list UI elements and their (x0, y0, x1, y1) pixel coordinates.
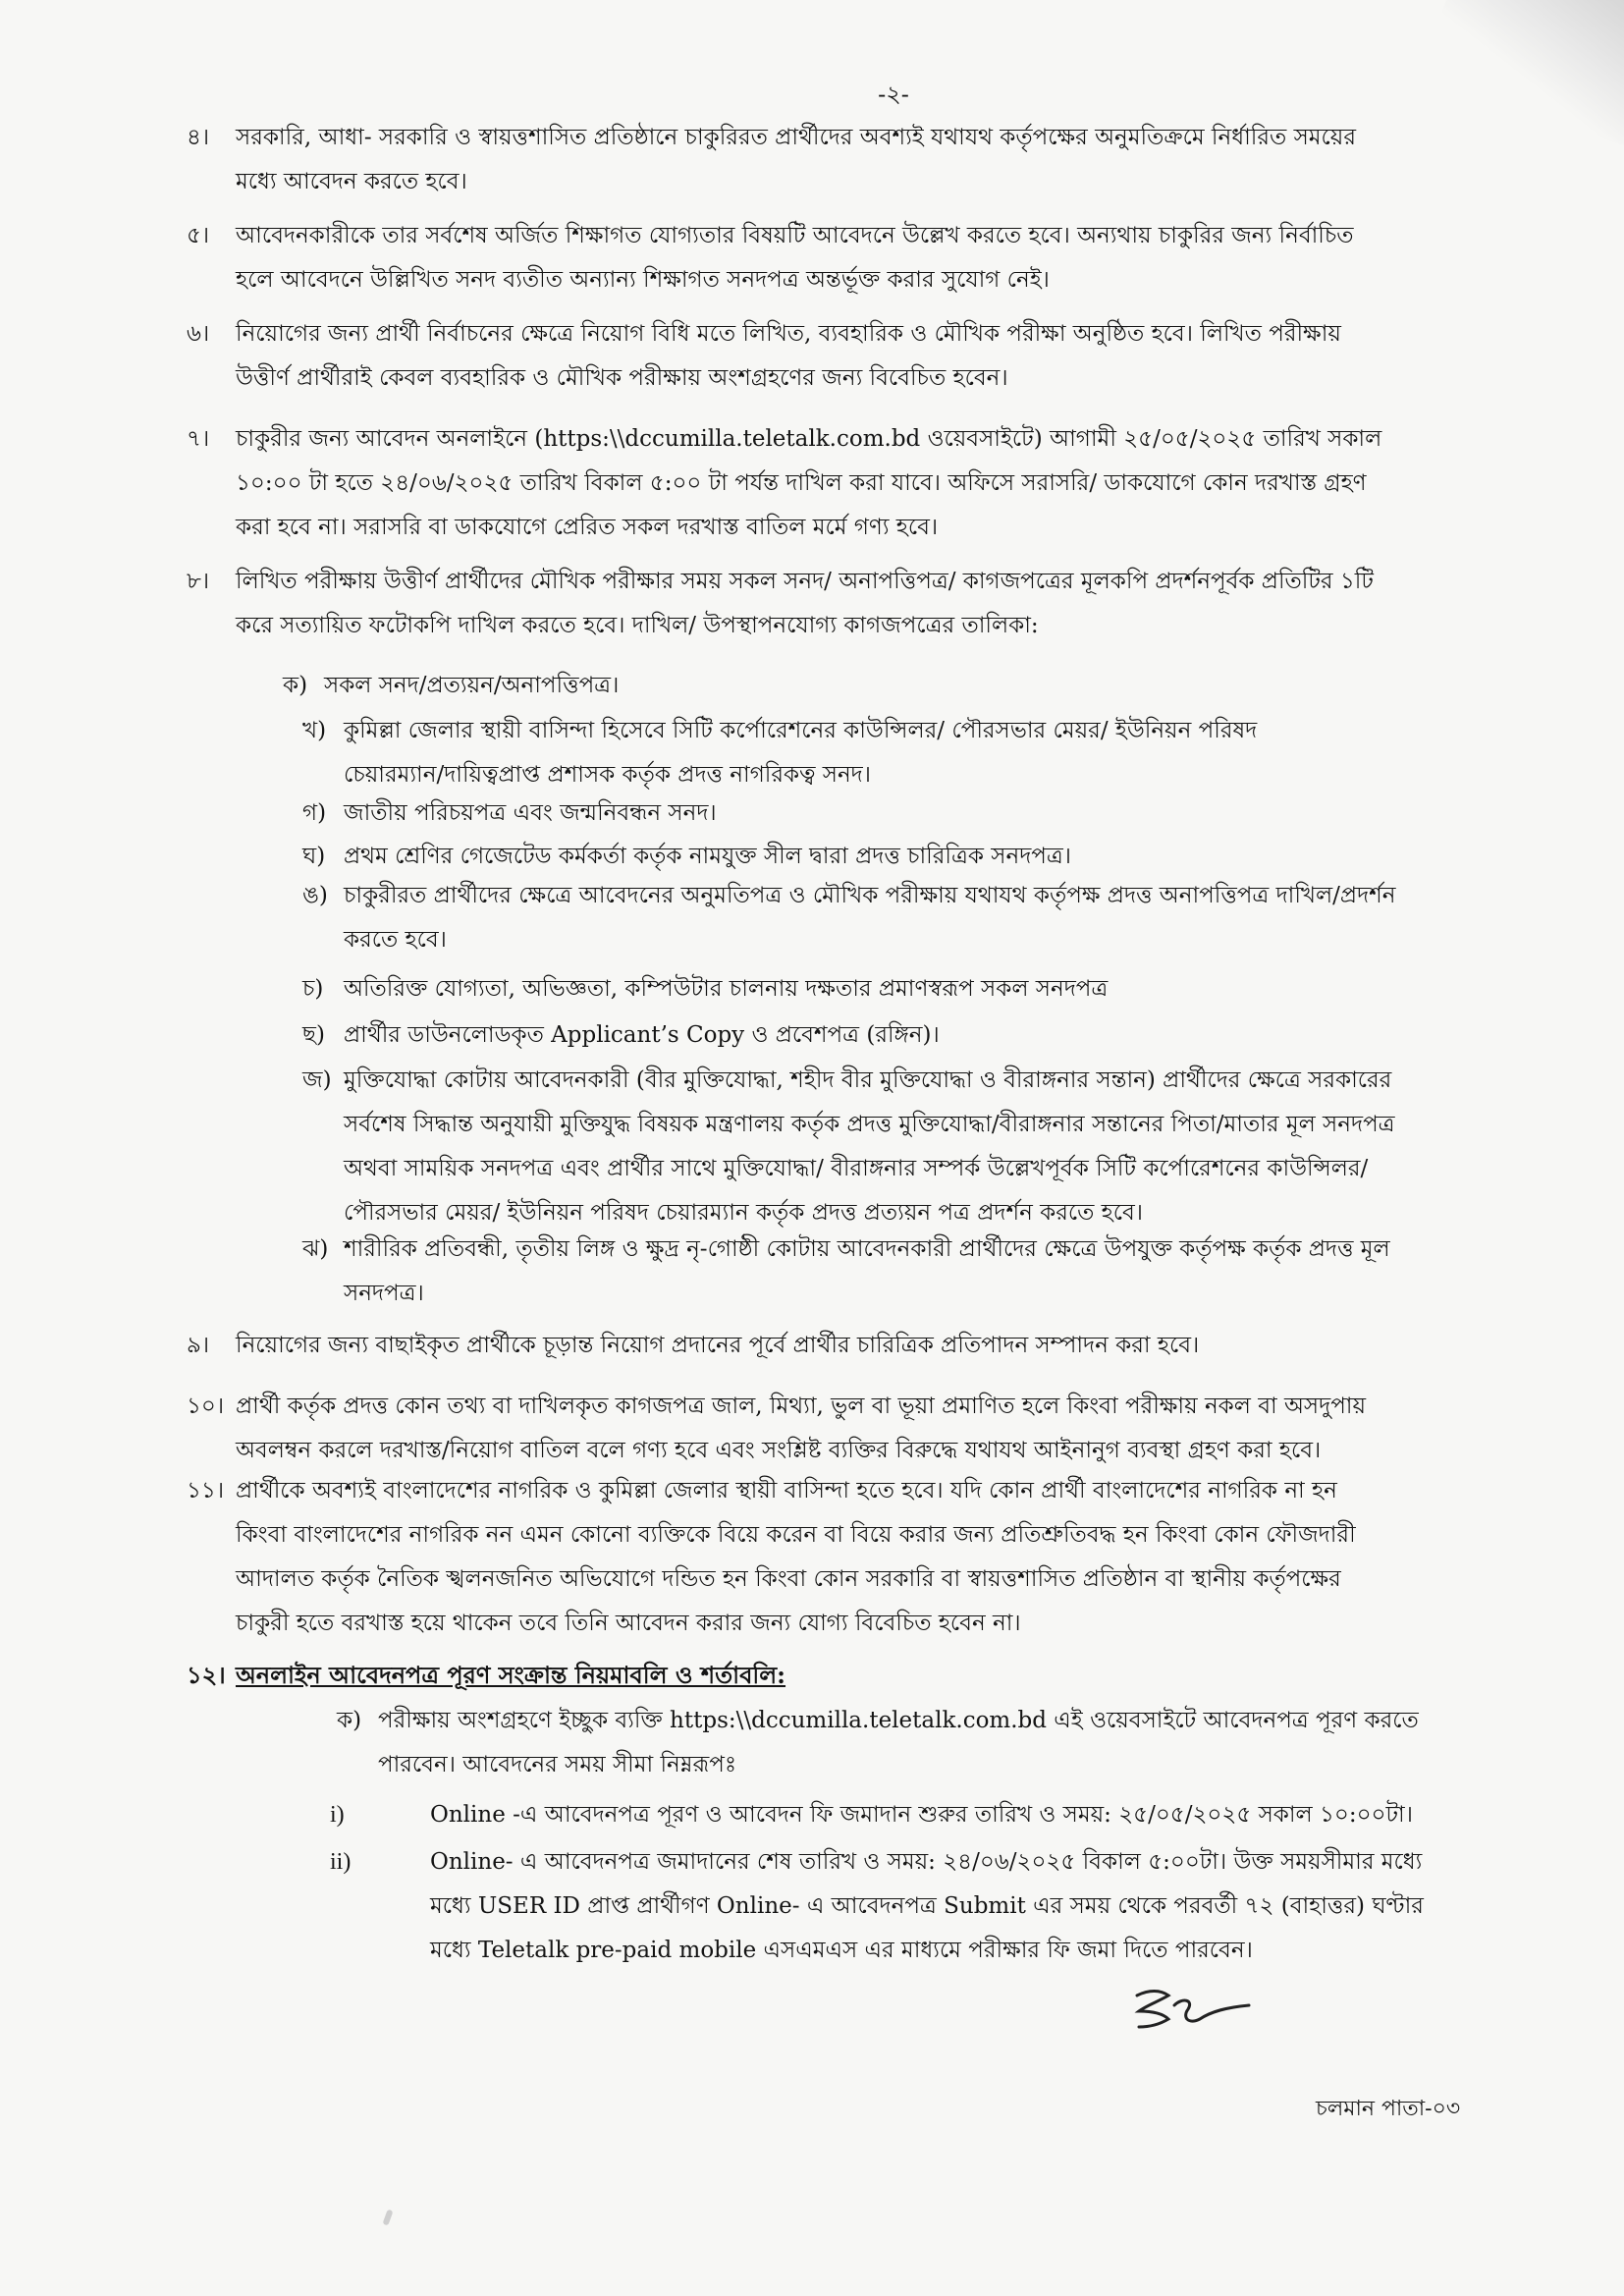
sub-item-label: গ) (302, 800, 327, 826)
clause-line: নিয়োগের জন্য প্রার্থী নির্বাচনের ক্ষেত্রে নিয়োগ বিধি মতে লিখিত, ব্যবহারিক ও মৌখিক পরীক্ষা অনুষ্ঠিত হবে। লিখিত পরীক্ষায় (236, 321, 1341, 347)
clause-10 (187, 1385, 1512, 1473)
sub-item-ga (302, 792, 1561, 836)
clause-line: আবেদনকারীকে তার সর্বশেষ অর্জিত শিক্ষাগত যোগ্যতার বিষয়টি আবেদনে উল্লেখ করতে হবে। অন্যথায় চাকুরির জন্য নির্বাচিত (236, 223, 1354, 248)
clause-11 (187, 1469, 1512, 1646)
roman-item-ii (330, 1840, 1510, 1973)
sub-item-line: পৌরসভার মেয়র/ ইউনিয়ন পরিষদ চেয়ারম্যান কর্তৃক প্রদত্ত প্রত্যয়ন পত্র প্রদর্শন করতে হবে। (344, 1200, 1144, 1226)
sub-item-line: চাকুরীরত প্রার্থীদের ক্ষেত্রে আবেদনের অনুমতিপত্র ও মৌখিক পরীক্ষায় যথাযথ কর্তৃপক্ষ প্রদত্ত অনাপত্তিপত্র দাখিল/প্রদর্শন (344, 883, 1396, 908)
clause-line: কিংবা বাংলাদেশের নাগরিক নন এমন কোনো ব্যক্তিকে বিয়ে করেন বা বিয়ে করার জন্য প্রতিশ্রুতিবদ্ধ হন কিংবা কোন ফৌজদারী (236, 1522, 1356, 1548)
clause-line: করা হবে না। সরাসরি বা ডাকযোগে প্রেরিত সকল দরখাস্ত বাতিল মর্মে গণ্য হবে। (236, 515, 939, 540)
clause-line: চাকুরীর জন্য আবেদন অনলাইনে (https:\\dccumilla.teletalk.com.bd ওয়েবসাইটে) আগামী ২৫/০৫/২০২৫ তারিখ সকাল (236, 426, 1382, 452)
sub-item-line: পারবেন। আবেদনের সময় সীমা নিম্নরূপঃ (378, 1752, 737, 1777)
clause-5 (187, 214, 1512, 302)
clause-line: প্রার্থী কর্তৃক প্রদত্ত কোন তথ্য বা দাখিলকৃত কাগজপত্র জাল, মিথ্যা, ভুল বা ভূয়া প্রমাণিত হলে কিংবা পরীক্ষায় নকল বা অসদুপায় (236, 1394, 1367, 1419)
sub-item-line: পরীক্ষায় অংশগ্রহণে ইচ্ছুক ব্যক্তি https:\\dccumilla.teletalk.com.bd এই ওয়েবসাইটে আবেদনপত্র পূরণ করতে (378, 1708, 1419, 1733)
clause-line: মধ্যে আবেদন করতে হবে। (236, 169, 467, 194)
signature (1129, 1982, 1257, 2041)
sub-item-label: ছ) (302, 1022, 325, 1048)
clause-line: করে সত্যায়িত ফটোকপি দাখিল করতে হবে। দাখিল/ উপস্থাপনযোগ্য কাগজপত্রের তালিকা: (236, 613, 1039, 638)
sub-item-cha (302, 967, 1561, 1011)
section-heading-text: অনলাইন আবেদনপত্র পূরণ সংক্রান্ত নিয়মাবলি ও শর্তাবলি: (236, 1661, 786, 1689)
sub-item-label: ক) (337, 1708, 362, 1733)
clause-8 (187, 560, 1512, 648)
clause-number: ৫। (187, 223, 210, 248)
sub-item-ka (283, 664, 1542, 708)
roman-label: i) (330, 1802, 345, 1828)
sub-item-line: অতিরিক্ত যোগ্যতা, অভিজ্ঞতা, কম্পিউটার চালনায় দক্ষতার প্রমাণস্বরূপ সকল সনদপত্র (344, 976, 1109, 1002)
roman-line: মধ্যে USER ID প্রাপ্ত প্রার্থীগণ Online- এ আবেদনপত্র Submit এর সময় থেকে পরবর্তী ৭২ (বাহাত্তর) ঘণ্টার (430, 1893, 1424, 1919)
roman-line: Online- এ আবেদনপত্র জমাদানের শেষ তারিখ ও সময়: ২৪/০৬/২০২৫ বিকাল ৫:০০টা। উক্ত সময়সীমার মধ্যে (430, 1849, 1423, 1875)
sub-item-ja (302, 1059, 1561, 1235)
scan-mark (382, 2209, 393, 2225)
clause-line: চাকুরী হতে বরখাস্ত হয়ে থাকেন তবে তিনি আবেদন করার জন্য যোগ্য বিবেচিত হবেন না। (236, 1611, 1021, 1636)
sub-item-line: সকল সনদ/প্রত্যয়ন/অনাপত্তিপত্র। (324, 673, 620, 698)
clause-number: ৭। (187, 426, 210, 452)
clause-line: লিখিত পরীক্ষায় উত্তীর্ণ প্রার্থীদের মৌখিক পরীক্ষার সময় সকল সনদ/ অনাপত্তিপত্র/ কাগজপত্রের মূলকপি প্রদর্শনপূর্বক প্রতিটির ১টি (236, 569, 1374, 594)
clause-9 (187, 1324, 1512, 1368)
clause-line: উত্তীর্ণ প্রার্থীরাই কেবল ব্যবহারিক ও মৌখিক পরীক্ষায় অংশগ্রহণের জন্য বিবেচিত হবেন। (236, 365, 1008, 391)
sub-item-line: কুমিল্লা জেলার স্থায়ী বাসিন্দা হিসেবে সিটি কর্পোরেশনের কাউন্সিলর/ পৌরসভার মেয়র/ ইউনিয়ন পরিষদ (344, 718, 1258, 743)
sub-item-gha (302, 835, 1561, 879)
clause-line: আদালত কর্তৃক নৈতিক স্খলনজনিত অভিযোগে দন্ডিত হন কিংবা কোন সরকারি বা স্বায়ত্তশাসিত প্রতিষ্ঠান বা স্থানীয় কর্তৃপক্ষের (236, 1566, 1341, 1592)
roman-label: ii) (330, 1849, 352, 1875)
sub-item-label: ঝ) (302, 1236, 329, 1262)
clause-number: ৬। (187, 321, 210, 347)
continued-page-note: চলমান পাতা-০৩ (1316, 2097, 1461, 2121)
section-12-heading (187, 1658, 786, 1697)
section-12-sub-ka (337, 1699, 1517, 1787)
clause-number: ১১। (187, 1478, 225, 1503)
sub-item-line: সর্বশেষ সিদ্ধান্ত অনুযায়ী মুক্তিযুদ্ধ বিষয়ক মন্ত্রণালয় কর্তৃক প্রদত্ত মুক্তিযোদ্ধা/বীরাঙ্গনার সন্তানের পিতা/মাতার মূল সনদপত্র (344, 1112, 1395, 1137)
clause-4 (187, 116, 1512, 204)
roman-line: Online -এ আবেদনপত্র পূরণ ও আবেদন ফি জমাদান শুরুর তারিখ ও সময়: ২৫/০৫/২০২৫ সকাল ১০:০০টা। (430, 1802, 1413, 1828)
clause-number: ৯। (187, 1333, 210, 1358)
clause-line: ১০:০০ টা হতে ২৪/০৬/২০২৫ তারিখ বিকাল ৫:০০ টা পর্যন্ত দাখিল করা যাবে। অফিসে সরাসরি/ ডাকযোগে কোন দরখাস্ত গ্রহণ (236, 470, 1367, 496)
sub-item-label: ঘ) (302, 844, 326, 869)
sub-item-line: জাতীয় পরিচয়পত্র এবং জন্মনিবন্ধন সনদ। (344, 800, 717, 826)
sub-item-line: করতে হবে। (344, 927, 447, 953)
sub-item-jha (302, 1228, 1561, 1316)
sub-item-line: অথবা সাময়িক সনদপত্র এবং প্রার্থীর সাথে মুক্তিযোদ্ধা/ বীরাঙ্গনার সম্পর্ক উল্লেখপূর্বক সিটি কর্পোরেশনের কাউন্সিলর/ (344, 1156, 1369, 1181)
clause-7 (187, 417, 1512, 550)
sub-item-label: ক) (283, 673, 308, 698)
clause-line: অবলম্বন করলে দরখাস্ত/নিয়োগ বাতিল বলে গণ্য হবে এবং সংশ্লিষ্ট ব্যক্তির বিরুদ্ধে যথাযথ আইনানুগ ব্যবস্থা গ্রহণ করা হবে। (236, 1438, 1322, 1463)
sub-item-label: খ) (302, 718, 327, 743)
sub-item-label: জ) (302, 1067, 332, 1093)
sub-item-line: সনদপত্র। (344, 1281, 424, 1306)
sub-item-line: চেয়ারম্যান/দায়িত্বপ্রাপ্ত প্রশাসক কর্তৃক প্রদত্ত নাগরিকত্ব সনদ। (344, 762, 871, 788)
sub-item-uma (302, 874, 1561, 962)
sub-item-chha (302, 1013, 1561, 1058)
sub-item-label: ঙ) (302, 883, 328, 908)
clause-number: ৮। (187, 569, 210, 594)
clause-line: সরকারি, আধা- সরকারি ও স্বায়ত্তশাসিত প্রতিষ্ঠানে চাকুরিরত প্রার্থীদের অবশ্যই যথাযথ কর্তৃপক্ষের অনুমতিক্রমে নির্ধারিত সময়ের (236, 125, 1356, 150)
roman-line: মধ্যে Teletalk pre-paid mobile এসএমএস এর মাধ্যমে পরীক্ষার ফি জমা দিতে পারবেন। (430, 1938, 1253, 1963)
clause-line: হলে আবেদনে উল্লিখিত সনদ ব্যতীত অন্যান্য শিক্ষাগত সনদপত্র অন্তর্ভূক্ত করার সুযোগ নেই। (236, 267, 1050, 293)
sub-item-kha (302, 709, 1561, 797)
sub-item-line: শারীরিক প্রতিবন্ধী, তৃতীয় লিঙ্গ ও ক্ষুদ্র নৃ-গোষ্ঠী কোটায় আবেদনকারী প্রার্থীদের ক্ষেত্রে উপযুক্ত কর্তৃপক্ষ কর্তৃক প্রদত্ত মূল (344, 1236, 1390, 1262)
page-number: -২- (878, 81, 909, 108)
roman-item-i (330, 1793, 1510, 1837)
clause-line: নিয়োগের জন্য বাছাইকৃত প্রার্থীকে চূড়ান্ত নিয়োগ প্রদানের পূর্বে প্রার্থীর চারিত্রিক প্রতিপাদন সম্পাদন করা হবে। (236, 1333, 1200, 1358)
clause-6 (187, 312, 1512, 401)
section-number: ১২। (187, 1661, 226, 1689)
clause-line: প্রার্থীকে অবশ্যই বাংলাদেশের নাগরিক ও কুমিল্লা জেলার স্থায়ী বাসিন্দা হতে হবে। যদি কোন প্রার্থী বাংলাদেশের নাগরিক না হন (236, 1478, 1337, 1503)
clause-number: ৪। (187, 125, 210, 150)
sub-item-line: মুক্তিযোদ্ধা কোটায় আবেদনকারী (বীর মুক্তিযোদ্ধা, শহীদ বীর মুক্তিযোদ্ধা ও বীরাঙ্গনার সন্তান) প্রার্থীদের ক্ষেত্রে সরকারের (344, 1067, 1392, 1093)
sub-item-label: চ) (302, 976, 324, 1002)
clause-number: ১০। (187, 1394, 225, 1419)
sub-item-line: প্রার্থীর ডাউনলোডকৃত Applicant’s Copy ও প্রবেশপত্র (রঙ্গিন)। (344, 1022, 940, 1048)
sub-item-line: প্রথম শ্রেণির গেজেটেড কর্মকর্তা কর্তৃক নামযুক্ত সীল দ্বারা প্রদত্ত চারিত্রিক সনদপত্র। (344, 844, 1072, 869)
